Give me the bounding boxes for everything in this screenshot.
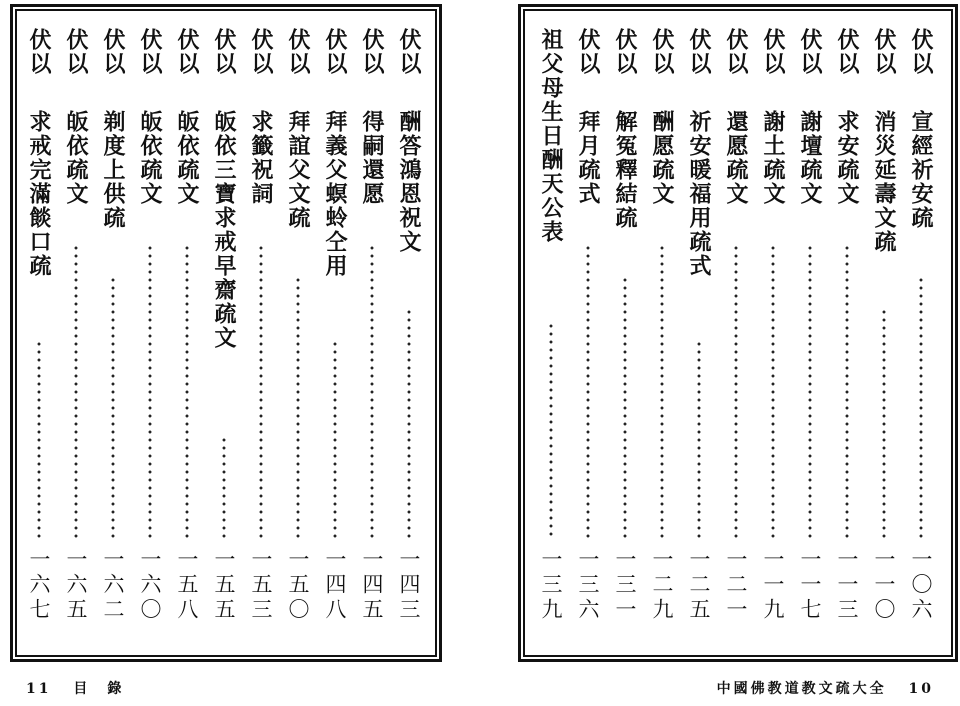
entry-page-number: 一四五	[360, 548, 384, 623]
entry-page-number: 一五〇	[286, 548, 310, 623]
entry-title: 求籤祝詞	[248, 110, 274, 206]
entry-page-number: 一六七	[27, 548, 51, 623]
entry-prefix: 伏以	[686, 28, 712, 76]
dot-leader	[296, 276, 300, 540]
entry-title: 祈安暖福用疏式	[686, 110, 712, 278]
footer-right	[717, 678, 948, 698]
toc-entry	[394, 28, 424, 640]
dot-leader	[370, 244, 374, 540]
entry-page-number: 一五三	[249, 548, 273, 623]
dot-leader	[734, 244, 738, 540]
entry-page-number: 一三九	[539, 548, 563, 623]
entry-page-number: 一二五	[687, 548, 711, 623]
entry-page-number: 一六二	[101, 548, 125, 623]
toc-entry	[98, 28, 128, 640]
entry-title: 消災延壽文疏	[871, 110, 897, 254]
dot-leader	[845, 244, 849, 540]
dot-leader	[74, 244, 78, 540]
entry-page-number: 一三一	[613, 548, 637, 623]
toc-entry	[209, 28, 239, 640]
entry-prefix: 伏以	[612, 28, 638, 76]
entry-title: 謝土疏文	[760, 110, 786, 206]
toc-entry	[283, 28, 313, 640]
dot-leader	[771, 244, 775, 540]
entry-title: 求戒完滿餤口疏	[26, 110, 52, 278]
toc-entry	[906, 28, 936, 640]
entry-page-number: 一一〇	[872, 548, 896, 623]
entry-prefix: 伏以	[174, 28, 200, 76]
entry-prefix: 伏以	[63, 28, 89, 76]
toc-entry	[758, 28, 788, 640]
entry-page-number: 一六〇	[138, 548, 162, 623]
toc-entry	[573, 28, 603, 640]
entry-page-number: 一〇六	[909, 548, 933, 623]
entry-page-number: 一六五	[64, 548, 88, 623]
dot-leader	[37, 340, 41, 540]
toc-entry	[536, 28, 566, 640]
toc-entry	[357, 28, 387, 640]
entry-title: 皈依三寶求戒早齋疏文	[211, 110, 237, 350]
toc-entry	[61, 28, 91, 640]
entry-page-number: 一五五	[212, 548, 236, 623]
page-number-left: 11	[26, 681, 52, 697]
dot-leader	[808, 244, 812, 540]
entry-page-number: 一五八	[175, 548, 199, 623]
entry-title: 皈依疏文	[174, 110, 200, 206]
entry-title: 酬愿疏文	[649, 110, 675, 206]
toc-entry	[832, 28, 862, 640]
entry-prefix: 伏以	[26, 28, 52, 76]
toc-entry	[721, 28, 751, 640]
entry-title: 皈依疏文	[63, 110, 89, 206]
toc-entry	[320, 28, 350, 640]
entry-prefix: 伏以	[211, 28, 237, 76]
toc-entry	[869, 28, 899, 640]
dot-leader	[185, 244, 189, 540]
toc-entry	[647, 28, 677, 640]
entry-title: 拜誼父文疏	[285, 110, 311, 230]
toc-entry	[246, 28, 276, 640]
entry-prefix: 伏以	[834, 28, 860, 76]
toc-entry	[24, 28, 54, 640]
dot-leader	[697, 340, 701, 540]
dot-leader	[586, 244, 590, 540]
toc-entry	[684, 28, 714, 640]
entry-prefix: 伏以	[575, 28, 601, 76]
toc-entry	[795, 28, 825, 640]
entry-page-number: 一二一	[724, 548, 748, 623]
entry-title: 剃度上供疏	[100, 110, 126, 230]
entry-page-number: 一一三	[835, 548, 859, 623]
entry-title: 解冤釋結疏	[612, 110, 638, 230]
page-number-right: 10	[908, 681, 934, 697]
dot-leader	[148, 244, 152, 540]
dot-leader	[919, 276, 923, 540]
entry-prefix: 伏以	[248, 28, 274, 76]
dot-leader	[660, 244, 664, 540]
entry-title: 謝壇疏文	[797, 110, 823, 206]
entry-page-number: 一一七	[798, 548, 822, 623]
entry-prefix: 伏以	[285, 28, 311, 76]
entry-title: 拜月疏式	[575, 110, 601, 206]
entry-prefix: 伏以	[908, 28, 934, 76]
dot-leader	[111, 276, 115, 540]
entry-page-number: 一一九	[761, 548, 785, 623]
entry-page-number: 一二九	[650, 548, 674, 623]
entry-prefix: 伏以	[871, 28, 897, 76]
entry-prefix: 伏以	[322, 28, 348, 76]
entry-page-number: 一四八	[323, 548, 347, 623]
entry-prefix: 伏以	[760, 28, 786, 76]
dot-leader	[623, 276, 627, 540]
entry-prefix: 伏以	[137, 28, 163, 76]
toc-entry	[610, 28, 640, 640]
book-title: 中國佛教道教文疏大全	[716, 681, 887, 697]
entry-prefix: 伏以	[723, 28, 749, 76]
entry-title: 祖父母生日酬天公表	[538, 28, 564, 244]
entry-title: 求安疏文	[834, 110, 860, 206]
toc-entry	[135, 28, 165, 640]
entry-page-number: 一四三	[397, 548, 421, 623]
entry-title: 得嗣還愿	[359, 110, 385, 206]
dot-leader	[407, 308, 411, 540]
entry-prefix: 伏以	[396, 28, 422, 76]
dot-leader	[549, 322, 553, 540]
entry-title: 拜義父螟蛉仝用	[322, 110, 348, 278]
entry-title: 皈依疏文	[137, 110, 163, 206]
entry-title: 酬答鴻恩祝文	[396, 110, 422, 254]
entry-prefix: 伏以	[649, 28, 675, 76]
entry-page-number: 一三六	[576, 548, 600, 623]
entry-title: 宣經祈安疏	[908, 110, 934, 230]
dot-leader	[882, 308, 886, 540]
entry-title: 還愿疏文	[723, 110, 749, 206]
dot-leader	[259, 244, 263, 540]
entry-prefix: 伏以	[359, 28, 385, 76]
section-label: 目 錄	[73, 681, 125, 697]
footer-left	[12, 678, 124, 698]
dot-leader	[222, 436, 226, 540]
entry-prefix: 伏以	[100, 28, 126, 76]
toc-entry	[172, 28, 202, 640]
entry-prefix: 伏以	[797, 28, 823, 76]
dot-leader	[333, 340, 337, 540]
